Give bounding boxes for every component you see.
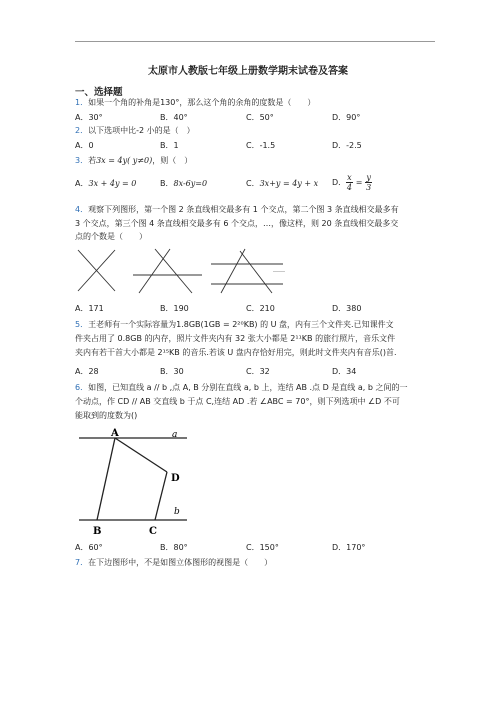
question-4-options: [75, 303, 415, 315]
question-text: 如果一个角的补角是130°，那么这个角的余角的度数是（ ）: [88, 98, 316, 107]
question-text: 在下边图形中，不是如图立体图形的视图是（ ）: [88, 558, 273, 567]
option-a[interactable]: A．3x + 4y = 0: [75, 179, 137, 188]
question-text-line-1: 如图，已知直线 a // b ,点 A, B 分别在直线 a, b 上，连结 AB .点 D 是直线 a, b 之间的一: [88, 383, 408, 392]
question-number: 7．: [75, 558, 89, 567]
question-text-line-1: 观察下列图形，第一个图 2 条直线相交最多有 1 个交点，第二个图 3 条直线相交最多有: [88, 205, 399, 214]
segment-dc: [155, 472, 167, 520]
question-4: [75, 203, 425, 244]
fraction-x-over-4: $\frac{x}{4}$: [346, 173, 352, 192]
question-text: 若: [88, 156, 97, 165]
option-c[interactable]: C．-1.5: [246, 141, 276, 150]
option-d[interactable]: D．170°: [332, 543, 366, 552]
option-d[interactable]: D．380: [332, 304, 362, 313]
option-d[interactable]: D．34: [332, 367, 357, 376]
label-C: C: [149, 526, 157, 537]
section-heading: 一、选择题: [75, 87, 123, 98]
question-text-line-3: 夹内有若干首大小都是 2¹⁵KB 的音乐.若该 U 盘内存恰好用完，则此时文件夹内有音乐()首.: [75, 348, 397, 357]
segment-ad: [115, 438, 167, 472]
question-text-end: ，则（ ）: [152, 156, 193, 165]
option-c[interactable]: C．150°: [246, 543, 279, 552]
figure-two-lines: [78, 250, 115, 291]
option-b[interactable]: B．30: [160, 367, 184, 376]
question-text-line-2: 个动点，作 CD // AB 交直线 b 于点 C,连结 AD .若 ∠ABC = 70°，则下列选项中 ∠D 不可: [75, 397, 400, 406]
question-text-line-3: 点的个数是（ ）: [75, 232, 147, 241]
label-a: a: [172, 430, 178, 440]
question-text-line-1: 王老师有一个实际容量为1.8GB(1GB = 2²⁰KB) 的 U 盘，内有三个文件夹.已知课件文: [88, 320, 394, 329]
header-rule: [75, 41, 435, 42]
equation: 3x = 4y( y≠0): [96, 156, 153, 165]
question-6-options: [75, 542, 415, 554]
option-d[interactable]: D． $\frac{x}{4}$ = $\frac{y}{3}$: [332, 173, 372, 192]
fraction-y-over-3: $\frac{y}{3}$: [366, 173, 372, 192]
option-c-expr: 3x+y = 4y + x: [259, 179, 319, 188]
question-5-options: [75, 366, 415, 378]
option-c[interactable]: C．210: [246, 304, 275, 313]
line-intersection-figures: [75, 247, 305, 295]
option-a[interactable]: A．28: [75, 367, 99, 376]
option-a-expr: 3x + 4y = 0: [88, 179, 137, 188]
question-number: 1．: [75, 98, 89, 107]
label-D: D: [171, 473, 180, 484]
option-a[interactable]: A．30°: [75, 113, 103, 122]
question-number: 5．: [75, 320, 89, 329]
question-7: [75, 557, 272, 568]
option-b-expr: 8x-6y=0: [173, 179, 208, 188]
question-text-line-3: 能取到的度数为(): [75, 411, 138, 420]
option-b[interactable]: B．40°: [160, 113, 188, 122]
question-2: [75, 125, 195, 136]
option-b[interactable]: B．1: [160, 141, 179, 150]
question-text-line-2: 件夹占用了 0.8GB 的内存，照片文件夹内有 32 张大小都是 2¹¹KB 的旅行照片，音乐文件: [75, 334, 396, 343]
option-a[interactable]: A．171: [75, 304, 104, 313]
label-b: b: [174, 507, 180, 517]
option-b[interactable]: B．80°: [160, 543, 188, 552]
option-a[interactable]: A．0: [75, 141, 94, 150]
option-c[interactable]: C．32: [246, 367, 270, 376]
option-b[interactable]: B．8x-6y=0: [160, 179, 208, 188]
question-3-options: [75, 173, 415, 196]
option-c[interactable]: C．50°: [246, 113, 274, 122]
question-2-options: [75, 140, 415, 152]
option-a[interactable]: A．60°: [75, 543, 103, 552]
question-number: 4．: [75, 205, 89, 214]
question-text-line-2: 3 个交点，第三个图 4 条直线相交最多有 6 个交点，…，像这样，则 20 条直线相交最多交: [75, 218, 399, 228]
option-b[interactable]: B．190: [160, 304, 189, 313]
segment-ab: [97, 438, 115, 520]
question-number: 2．: [75, 126, 89, 135]
question-1-options: [75, 112, 415, 124]
question-number: 3．: [75, 156, 89, 165]
question-text: 以下选项中比-2 小的是（ ）: [88, 126, 195, 135]
question-6: [75, 381, 425, 423]
page-title: 太原市人教版七年级上册数学期末试卷及答案: [148, 66, 348, 77]
label-B: B: [93, 526, 102, 537]
question-3: [75, 155, 192, 166]
option-d[interactable]: D．90°: [332, 113, 361, 122]
option-d[interactable]: D．-2.5: [332, 141, 362, 150]
figure-three-lines: [133, 249, 202, 293]
label-A: A: [111, 428, 119, 439]
question-5: [75, 318, 425, 360]
option-c[interactable]: C．3x+y = 4y + x: [246, 179, 319, 188]
ellipsis-text: ……: [273, 267, 285, 274]
question-1: [75, 97, 315, 108]
parallel-lines-figure: [75, 428, 195, 538]
question-number: 6．: [75, 383, 89, 392]
